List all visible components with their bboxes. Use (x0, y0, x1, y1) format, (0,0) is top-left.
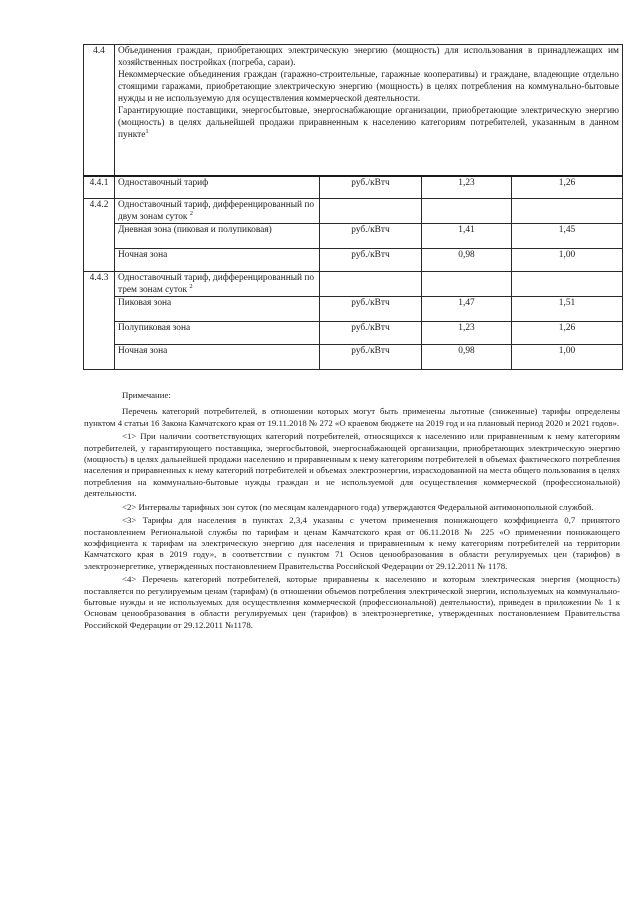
section-description (115, 45, 623, 177)
tariff-label-text: Одноставочный тариф, дифференцированный по двум зонам суток (118, 200, 315, 222)
empty-cell (422, 272, 512, 297)
tariff-value-1: 0,98 (422, 249, 512, 272)
zone-label: Ночная зона (115, 249, 320, 272)
tariff-value-2: 1,45 (512, 224, 623, 249)
row-number: 4.4.3 (84, 272, 115, 370)
zone-row (84, 297, 623, 322)
tariff-value-1: 1,41 (422, 224, 512, 249)
note-4: <4> Перечень категорий потребителей, которые приравнены к населению и которым электрическая энергия (мощность) поставляется по регулируемым ценам (тарифам) (в отношении объемов потребления электрической энергии, используемых на коммунально-бытовые нужды и не используемых для осуществления коммерческой (профессиональной) деятельности), приведен в приложении № 1 к Основам ценообразования в области регулируемых цен (тарифов) в электроэнергетике, утвержденных постановлением Правительства Российской Федерации от 29.12.2011 №1178. (84, 574, 620, 630)
note-2: <2> Интервалы тарифных зон суток (по месяцам календарного года) утверждаются Федеральной антимонопольной службой. (122, 501, 594, 512)
notes-section (84, 390, 620, 633)
description-text: Гарантирующие поставщики, энергосбытовые, энергоснабжающие организации, приобретающие электрическую энергию (мощность) в целях дальнейшей продажи приравненным к населению категориям потребителей, указанным в данном пункте (118, 106, 619, 140)
unit-cell: руб./кВтч (320, 322, 422, 345)
unit-cell: руб./кВтч (320, 345, 422, 370)
tariff-value-1: 1,23 (422, 322, 512, 345)
unit-cell: руб./кВтч (320, 176, 422, 199)
tariff-table (83, 44, 623, 370)
tariff-value-2: 1,51 (512, 297, 623, 322)
zone-row (84, 224, 623, 249)
note-3: <3> Тарифы для населения в пунктах 2,3,4 указаны с учетом применения понижающего коэффициента 0,7 принятого постановлением Региональной службы по тарифам и ценам Камчатского края от 06.11.2018 № 225 «О применении понижающего коэффициента к тарифам на электрическую энергию для населения и приравненным к нему категориям потребителей на территории Камчатского края в 2019 году», в соответствии с пунктом 71 Основ ценообразования в области регулируемых цен (тарифов) в электроэнергетике, утвержденных постановлением Правительства Российской Федерации от 29.12.2011 № 1178. (84, 515, 620, 571)
row-number: 4.4.2 (84, 199, 115, 272)
tariff-label (115, 199, 320, 224)
unit-cell: руб./кВтч (320, 224, 422, 249)
tariff-value-2: 1,00 (512, 345, 623, 370)
zone-label: Ночная зона (115, 345, 320, 370)
description-paragraph: Объединения граждан, приобретающих электрическую энергию (мощность) для использования в принадлежащих им хозяйственных постройках (погреба, сараи). (118, 46, 619, 68)
zone-label: Дневная зона (пиковая и полупиковая) (115, 224, 320, 249)
table-row-4-4 (84, 45, 623, 177)
tariff-value-2: 1,26 (512, 322, 623, 345)
empty-cell (320, 199, 422, 224)
zone-row (84, 345, 623, 370)
unit-cell: руб./кВтч (320, 249, 422, 272)
tariff-label (115, 272, 320, 297)
description-paragraph (118, 105, 619, 141)
empty-cell (512, 272, 623, 297)
table-row-4-4-2 (84, 199, 623, 224)
zone-row (84, 249, 623, 272)
footnote-mark: 2 (189, 282, 193, 290)
notes-intro: Перечень категорий потребителей, в отношении которых могут быть применены льготные (сниженные) тарифы определены пунктом 4 статьи 16 Закона Камчатского края от 19.11.2018 № 272 «О краевом бюджете на 2019 год и на плановый период 2020 и 2021 годов». (84, 406, 620, 428)
tariff-value-2: 1,00 (512, 249, 623, 272)
empty-cell (320, 272, 422, 297)
unit-cell: руб./кВтч (320, 297, 422, 322)
notes-title: Примечание: (122, 390, 171, 400)
tariff-label: Одноставочный тариф (115, 176, 320, 199)
tariff-value-1: 1,23 (422, 176, 512, 199)
table-row-4-4-1 (84, 176, 623, 199)
footnote-mark: 2 (189, 209, 194, 217)
footnote-mark: 1 (145, 127, 149, 135)
empty-cell (512, 199, 623, 224)
tariff-label-text: Одноставочный тариф, дифференцированный по трем зонам суток (118, 273, 315, 295)
row-number: 4.4 (84, 45, 115, 177)
zone-label: Полупиковая зона (115, 322, 320, 345)
tariff-value-2: 1,26 (512, 176, 623, 199)
empty-cell (422, 199, 512, 224)
tariff-value-1: 0,98 (422, 345, 512, 370)
zone-row (84, 322, 623, 345)
description-paragraph: Некоммерческие объединения граждан (гаражно-строительные, гаражные кооперативы) и граждане, владеющие отдельно стоящими гаражами, приобретающие электрическую энергию (мощность) в целях потребления на коммунально-бытовые нужды и не используемую для осуществления коммерческой деятельности. (118, 70, 619, 104)
zone-label: Пиковая зона (115, 297, 320, 322)
table-row-4-4-3 (84, 272, 623, 297)
tariff-value-1: 1,47 (422, 297, 512, 322)
row-number: 4.4.1 (84, 176, 115, 199)
note-1: <1> При наличии соответствующих категорий потребителей, относящихся к населению или приравненным к нему категориям потребителей, у гарантирующего поставщика, энергосбытовой, энергоснабжающей организации, приобретающих электрическую энергию (мощность) в целях дальнейшей продажи населению и приравненным к нему категориям потребителей в объемах фактического потребления населения и приравненных к нему категорий потребителей и объемах электроэнергии, израсходованной на места общего пользования в целях потребления на коммунально-бытовые нужды граждан и не используемой для осуществления коммерческой (профессиональной) деятельности. (84, 431, 620, 498)
